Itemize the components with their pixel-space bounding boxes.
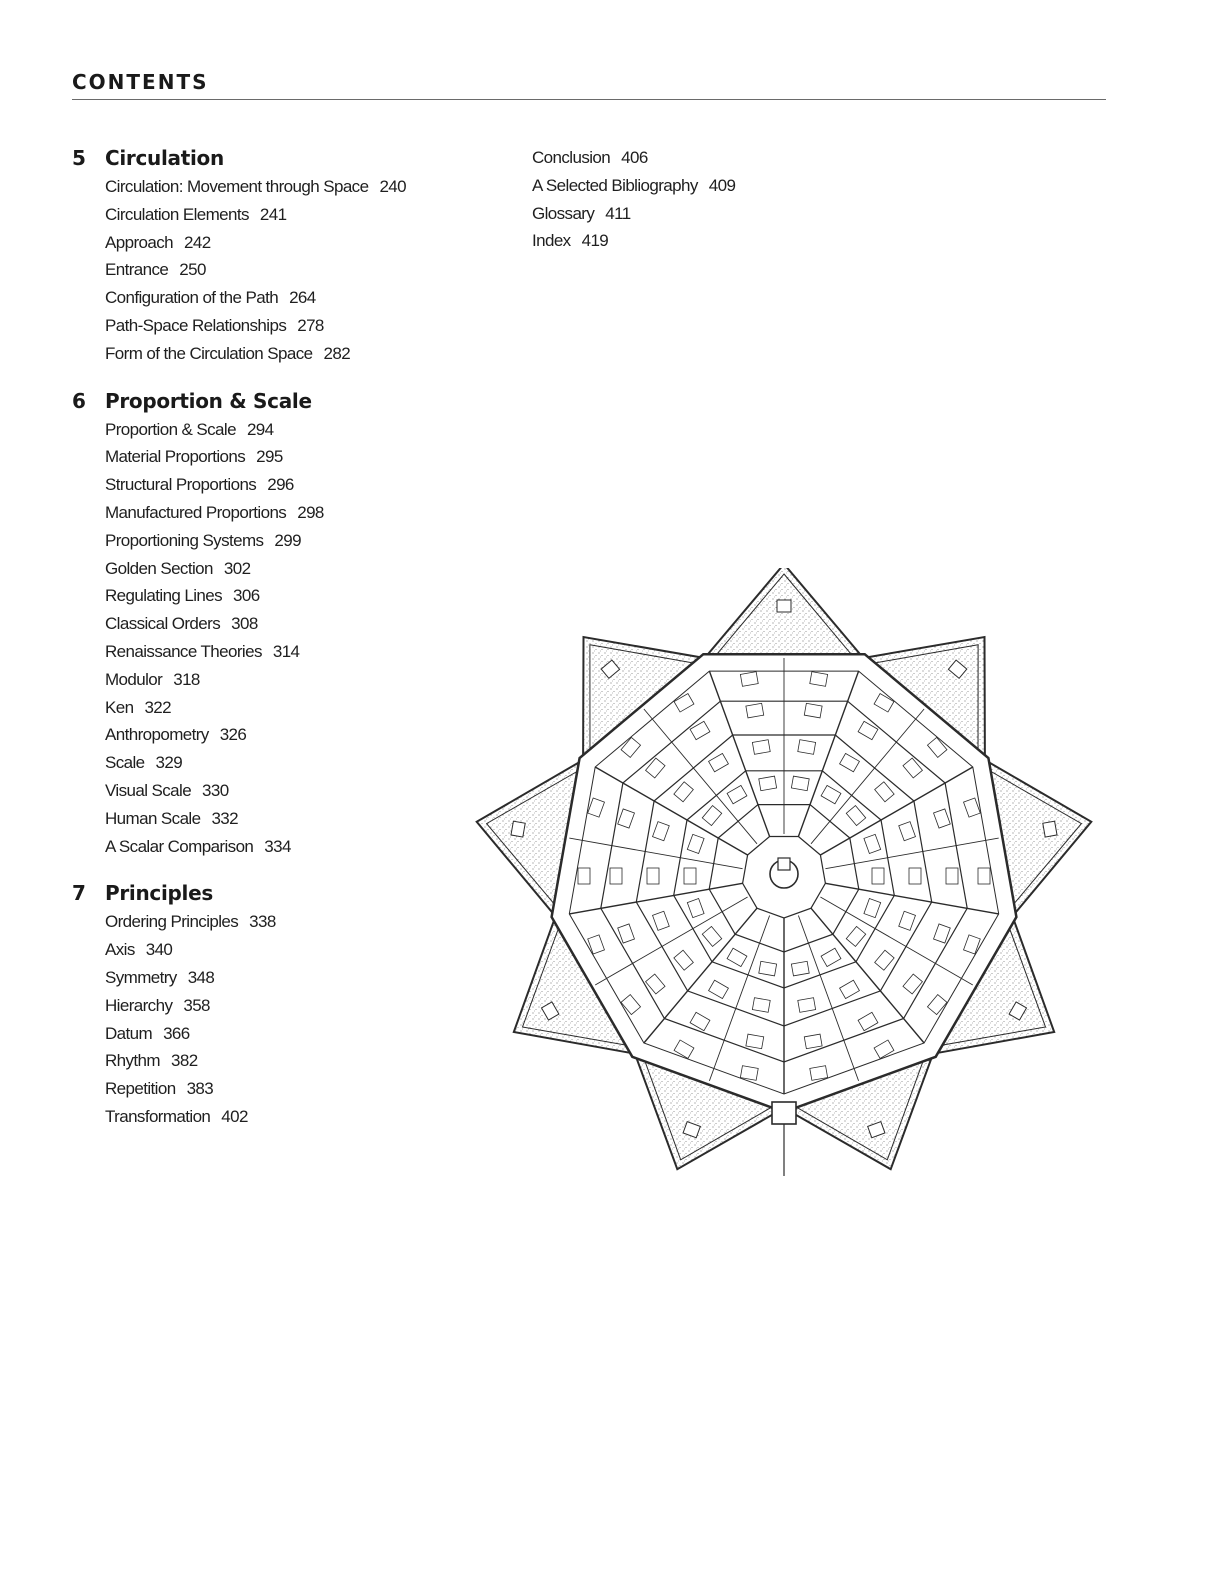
- entry-title: Datum: [105, 1023, 153, 1043]
- entry-title: Modulor: [105, 669, 163, 689]
- chapter-title: Circulation: [105, 146, 224, 170]
- entry-title: Symmetry: [105, 967, 177, 987]
- entry-title: Approach: [105, 232, 173, 252]
- toc-entry[interactable]: [105, 1103, 472, 1131]
- toc-entry[interactable]: [105, 471, 472, 499]
- entry-page-number: 308: [231, 614, 258, 634]
- city-building: [872, 868, 884, 884]
- entry-title: Axis: [105, 940, 135, 960]
- toc-entry[interactable]: [105, 340, 472, 368]
- entry-title: Manufactured Proportions: [105, 502, 287, 522]
- toc-entry[interactable]: [105, 992, 472, 1020]
- bastion-guardhouse: [777, 600, 791, 612]
- entry-title: Scale: [105, 753, 145, 773]
- chapter-entries: [72, 173, 472, 368]
- entry-title: Material Proportions: [105, 447, 246, 467]
- toc-entry[interactable]: [105, 666, 472, 694]
- entry-page-number: 419: [581, 231, 609, 251]
- entry-page-number: 338: [249, 912, 276, 932]
- entry-title: Ken: [105, 697, 134, 717]
- entry-title: Glossary: [532, 203, 595, 223]
- entry-title: Conclusion: [532, 148, 611, 167]
- chapter-number: 7: [72, 881, 86, 906]
- entry-title: Anthropometry: [105, 725, 209, 745]
- entry-page-number: 295: [256, 447, 283, 467]
- entry-title: Visual Scale: [105, 780, 192, 800]
- chapter-5: [72, 143, 472, 368]
- entry-page-number: 250: [179, 260, 206, 280]
- city-building: [746, 1034, 764, 1049]
- city-building: [978, 868, 990, 884]
- toc-entry[interactable]: [105, 1047, 472, 1075]
- entry-title: Repetition: [105, 1079, 176, 1099]
- chapter-number: 6: [72, 388, 86, 413]
- entry-title: Path-Space Relationships: [105, 315, 287, 335]
- entry-page-number: 298: [297, 502, 324, 522]
- toc-entry[interactable]: [105, 416, 472, 444]
- entry-title: Circulation Elements: [105, 204, 249, 224]
- bastion-guardhouse: [511, 821, 525, 837]
- entry-title: Regulating Lines: [105, 586, 223, 606]
- entry-page-number: 241: [259, 204, 287, 224]
- entry-page-number: 411: [605, 203, 631, 223]
- toc-entry[interactable]: [105, 805, 472, 833]
- chapter-title: Proportion & Scale: [105, 388, 312, 413]
- toc-right-column: [532, 144, 832, 255]
- entry-page-number: 332: [211, 808, 239, 828]
- entry-title: A Selected Bibliography: [532, 175, 698, 195]
- entry-title: Form of the Circulation Space: [105, 343, 313, 363]
- toc-entry[interactable]: [105, 527, 472, 555]
- entry-page-number: 383: [186, 1079, 214, 1099]
- city-building: [752, 740, 770, 755]
- toc-entry[interactable]: [105, 1075, 472, 1103]
- entry-page-number: 282: [323, 343, 351, 363]
- entry-page-number: 366: [163, 1023, 190, 1043]
- toc-entry[interactable]: [105, 555, 472, 583]
- main-gate: [772, 1102, 796, 1124]
- star-fort-illustration: [466, 568, 1098, 1194]
- entry-page-number: 340: [145, 940, 173, 960]
- entry-title: Transformation: [105, 1106, 211, 1126]
- city-building: [647, 868, 659, 884]
- entry-page-number: 348: [187, 967, 215, 987]
- toc-entry[interactable]: [105, 721, 472, 749]
- city-building: [798, 740, 816, 755]
- entry-title: Human Scale: [105, 808, 201, 828]
- entry-title: Ordering Principles: [105, 912, 239, 932]
- city-building: [810, 1066, 828, 1081]
- chapter-7: [72, 878, 472, 1130]
- back-matter-entries: [532, 144, 832, 255]
- entry-title: Proportioning Systems: [105, 530, 264, 550]
- toc-entry[interactable]: [105, 908, 472, 936]
- entry-page-number: 409: [708, 175, 736, 195]
- entry-title: Proportion & Scale: [105, 419, 236, 439]
- entry-title: Renaissance Theories: [105, 641, 262, 661]
- chapter-entries: [72, 908, 472, 1130]
- chapter-heading[interactable]: [72, 143, 472, 173]
- toc-entry[interactable]: [105, 610, 472, 638]
- entry-title: Classical Orders: [105, 614, 221, 634]
- city-building: [740, 672, 758, 687]
- toc-left-column: [72, 143, 472, 1149]
- city-building: [759, 776, 777, 791]
- entry-page-number: 302: [223, 558, 251, 578]
- toc-entry[interactable]: [532, 172, 832, 200]
- toc-entry[interactable]: [532, 200, 832, 228]
- city-building: [791, 961, 809, 976]
- city-building: [804, 1034, 822, 1049]
- city-building: [946, 868, 958, 884]
- toc-entry[interactable]: [105, 443, 472, 471]
- entry-page-number: 382: [170, 1051, 198, 1071]
- city-building: [610, 868, 622, 884]
- toc-entry[interactable]: [532, 227, 832, 255]
- entry-page-number: 242: [183, 232, 211, 252]
- entry-title: Configuration of the Path: [105, 288, 279, 308]
- city-building: [791, 776, 809, 791]
- toc-entry[interactable]: [105, 173, 472, 201]
- chapter-title: Principles: [105, 881, 213, 906]
- toc-entry[interactable]: [105, 936, 472, 964]
- bastion-guardhouse: [1043, 821, 1057, 837]
- chapter-6: [72, 386, 472, 861]
- toc-entry[interactable]: [105, 284, 472, 312]
- entry-page-number: 402: [221, 1106, 248, 1126]
- entry-page-number: 358: [183, 995, 210, 1015]
- entry-title: Circulation: Movement through Space: [105, 177, 369, 196]
- tower-top: [778, 858, 790, 870]
- city-building: [752, 998, 770, 1013]
- toc-entry[interactable]: [105, 638, 472, 666]
- city-building: [759, 961, 777, 976]
- star-fort-drawing: [466, 568, 1098, 1194]
- entry-page-number: 330: [202, 780, 229, 800]
- entry-page-number: 322: [144, 697, 172, 717]
- entry-page-number: 264: [289, 288, 316, 308]
- entry-page-number: 306: [233, 586, 260, 606]
- entry-title: Structural Proportions: [105, 475, 257, 495]
- fort-plan-group: [477, 568, 1092, 1176]
- chapter-number: 5: [72, 146, 86, 170]
- entry-page-number: 294: [246, 419, 274, 439]
- entry-title: Index: [532, 231, 571, 251]
- entry-page-number: 278: [297, 315, 324, 335]
- entry-page-number: 334: [264, 836, 291, 856]
- toc-entry[interactable]: [105, 694, 472, 722]
- entry-page-number: 406: [621, 148, 648, 167]
- city-building: [746, 703, 764, 718]
- toc-entry[interactable]: [105, 1020, 472, 1048]
- toc-entry[interactable]: [105, 749, 472, 777]
- page-title: CONTENTS: [72, 70, 209, 94]
- city-building: [740, 1066, 758, 1081]
- toc-entry[interactable]: [105, 229, 472, 257]
- city-building: [798, 998, 816, 1013]
- entry-page-number: 318: [173, 669, 200, 689]
- toc-entry[interactable]: [105, 582, 472, 610]
- toc-entry[interactable]: [532, 144, 832, 172]
- entry-page-number: 329: [155, 753, 183, 773]
- entry-page-number: 296: [267, 475, 294, 495]
- city-building: [810, 672, 828, 687]
- chapter-heading[interactable]: [72, 878, 472, 908]
- toc-entry[interactable]: [105, 201, 472, 229]
- entry-title: A Scalar Comparison: [105, 836, 254, 856]
- city-building: [909, 868, 921, 884]
- toc-entry[interactable]: [105, 833, 472, 861]
- entry-page-number: 240: [379, 177, 407, 196]
- toc-entry[interactable]: [105, 312, 472, 340]
- toc-entry[interactable]: [105, 777, 472, 805]
- city-building: [804, 703, 822, 718]
- chapter-entries: [72, 416, 472, 861]
- toc-entry[interactable]: [105, 499, 472, 527]
- entry-title: Rhythm: [105, 1051, 160, 1071]
- entry-page-number: 299: [274, 530, 301, 550]
- entry-page-number: 314: [272, 641, 300, 661]
- contents-header: [72, 68, 1106, 100]
- entry-page-number: 326: [219, 725, 247, 745]
- toc-entry[interactable]: [105, 256, 472, 284]
- chapter-heading[interactable]: [72, 386, 472, 416]
- toc-entry[interactable]: [105, 964, 472, 992]
- entry-title: Entrance: [105, 260, 169, 280]
- entry-title: Hierarchy: [105, 995, 173, 1015]
- city-building: [578, 868, 590, 884]
- entry-title: Golden Section: [105, 558, 213, 578]
- city-building: [684, 868, 696, 884]
